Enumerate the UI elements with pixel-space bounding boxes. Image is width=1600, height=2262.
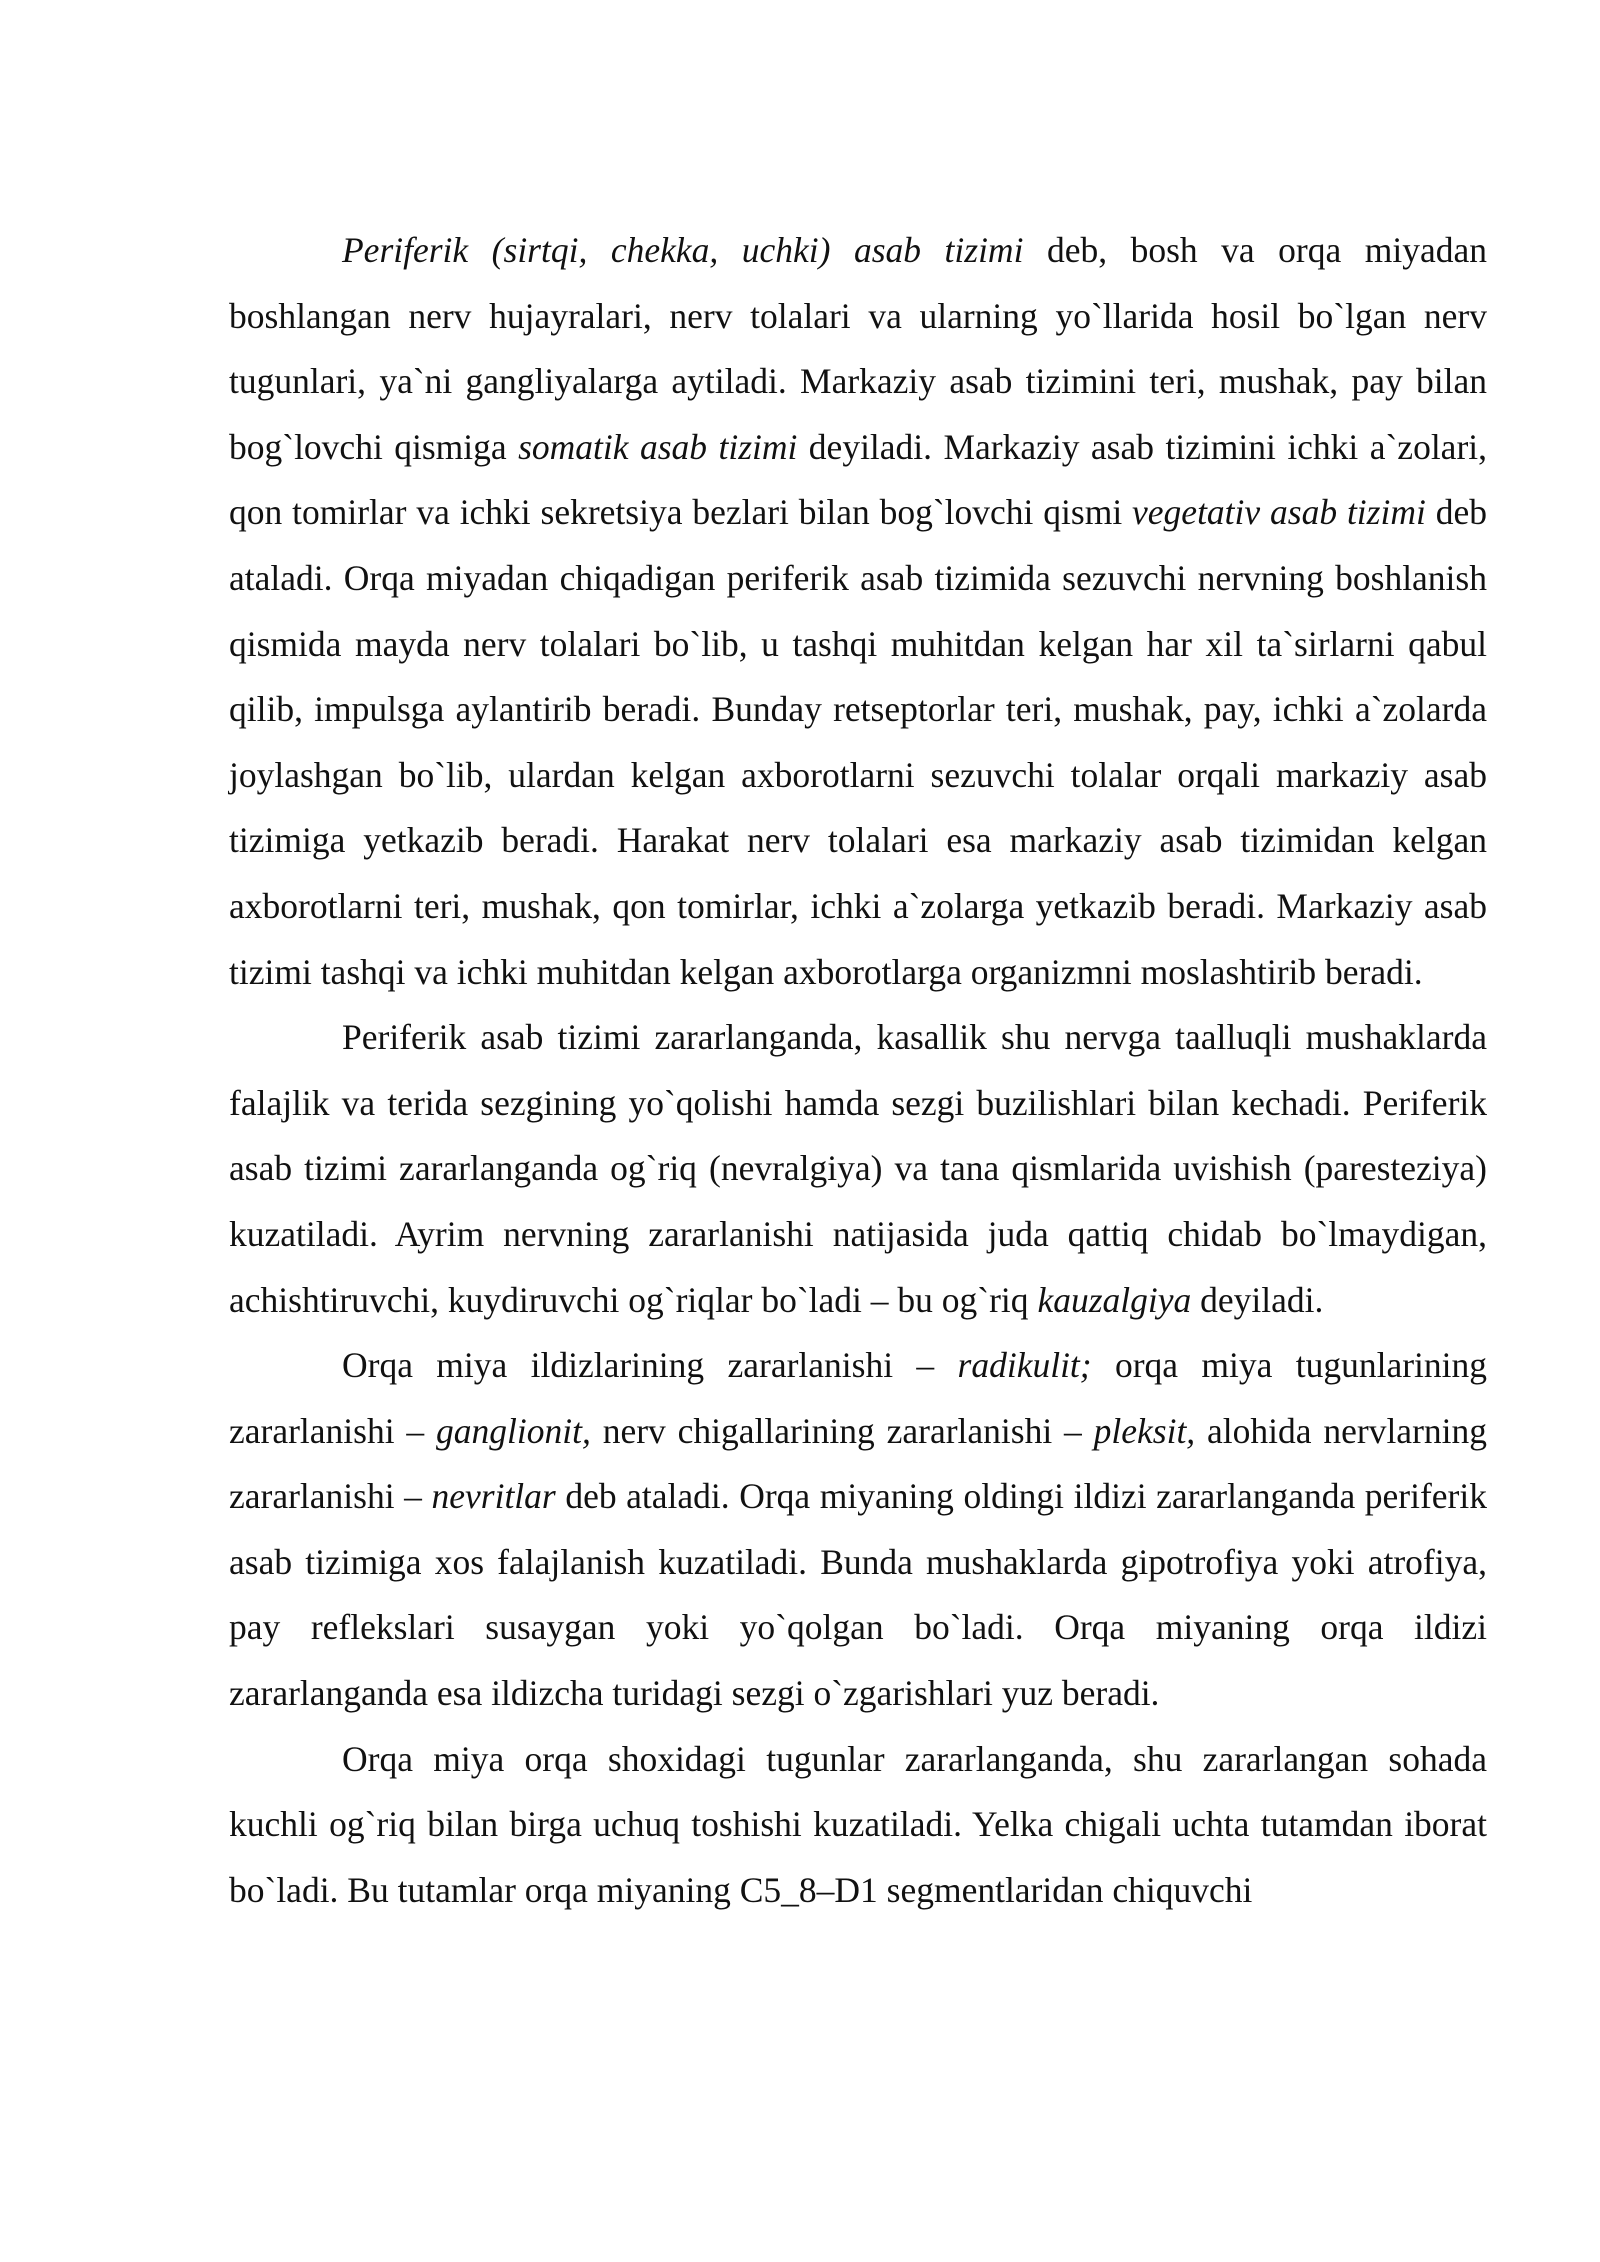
- text-run: somatik asab tizimi: [518, 426, 798, 467]
- text-run: deyiladi.: [1191, 1279, 1324, 1320]
- text-run: alohida nervlarning zararlanishi –: [229, 1410, 1488, 1517]
- text-run: Periferik (sirtqi, chekka, uchki) asab tizimi: [342, 230, 1024, 270]
- text-run: deb, bosh va orqa miyadan boshlangan nerv hujayralari, nerv tolalari va ularning yo`llarida hosil bo`lgan nerv tugunlari, ya`ni gangliyalarga aytiladi. Markaziy asab tizimini teri, mushak, pay bilan bog`lovchi qismiga: [229, 230, 1487, 467]
- text-run: deb ataladi. Orqa miyadan chiqadigan periferik asab tizimida sezuvchi nervning boshlanish qismida mayda nerv tolalari bo`lib, u tashqi muhitdan kelgan har xil ta`sirlarni qabul qilib, impulsga aylantirib beradi. Bunday retseptorlar teri, mushak, pay, ichki a`zolarda joylashgan bo`lib, ulardan kelgan axborotlarni sezuvchi tolalar orqali markaziy asab tizimiga yetkazib beradi. Harakat nerv tolalari esa markaziy asab tizimidan kelgan axborotlarni teri, mushak, qon tomirlar, ichki a`zolarga yetkazib beradi. Markaziy asab tizimi tashqi va ichki muhitdan kelgan axborotlarga organizmni moslashtirib beradi.: [229, 492, 1487, 992]
- text-run: kauzalgiya: [1037, 1279, 1192, 1320]
- paragraph: [229, 218, 1487, 1005]
- paragraph: [229, 1727, 1487, 1924]
- paragraph: [229, 1005, 1487, 1333]
- text-run: deyiladi. Markaziy asab tizimini ichki a`zolari, qon tomirlar va ichki sekretsiya bezlari bilan bog`lovchi qismi: [229, 426, 1487, 533]
- text-run: radikulit;: [957, 1345, 1092, 1386]
- text-run: orqa miya tugunlarining zararlanishi –: [229, 1345, 1487, 1451]
- text-run: pleksit,: [1093, 1410, 1196, 1451]
- text-run: deb ataladi. Orqa miyaning oldingi ildizi zararlanganda periferik asab tizimiga xos falajlanish kuzatiladi. Bunda mushaklarda gipotrofiya yoki atrofiya, pay reflekslari susaygan yoki yo`qolgan bo`ladi. Orqa miyaning orqa ildizi zararlanganda esa ildizcha turidagi sezgi o`zgarishlari yuz beradi.: [229, 1476, 1487, 1714]
- text-run: ganglionit,: [436, 1410, 591, 1451]
- text-run: Orqa miya orqa shoxidagi tugunlar zararlanganda, shu zararlangan sohada kuchli og`riq bilan birga uchuq toshishi kuzatiladi. Yelka chigali uchta tutamdan iborat bo`ladi. Bu tutamlar orqa miyaning C5_8–D1 segmentlaridan chiquvchi: [229, 1738, 1487, 1910]
- text-run: vegetativ asab tizimi: [1132, 492, 1426, 533]
- text-run: nerv chigallarining zararlanishi –: [590, 1410, 1094, 1451]
- paragraph: [229, 1333, 1487, 1727]
- text-run: Periferik asab tizimi zararlanganda, kasallik shu nervga taalluqli mushaklarda falajlik va terida sezgining yo`qolishi hamda sezgi buzilishlari bilan kechadi. Periferik asab tizimi zararlanganda og`riq (nevralgiya) va tana qismlarida uvishish (paresteziya) kuzatiladi. Ayrim nervning zararlanishi natijasida juda qattiq chidab bo`lmaydigan, achishtiruvchi, kuydiruvchi og`riqlar bo`ladi – bu og`riq: [229, 1017, 1487, 1320]
- body-text: [229, 218, 1487, 1923]
- text-run: Orqa miya ildizlarining zararlanishi –: [342, 1345, 958, 1386]
- text-run: nevritlar: [431, 1476, 556, 1517]
